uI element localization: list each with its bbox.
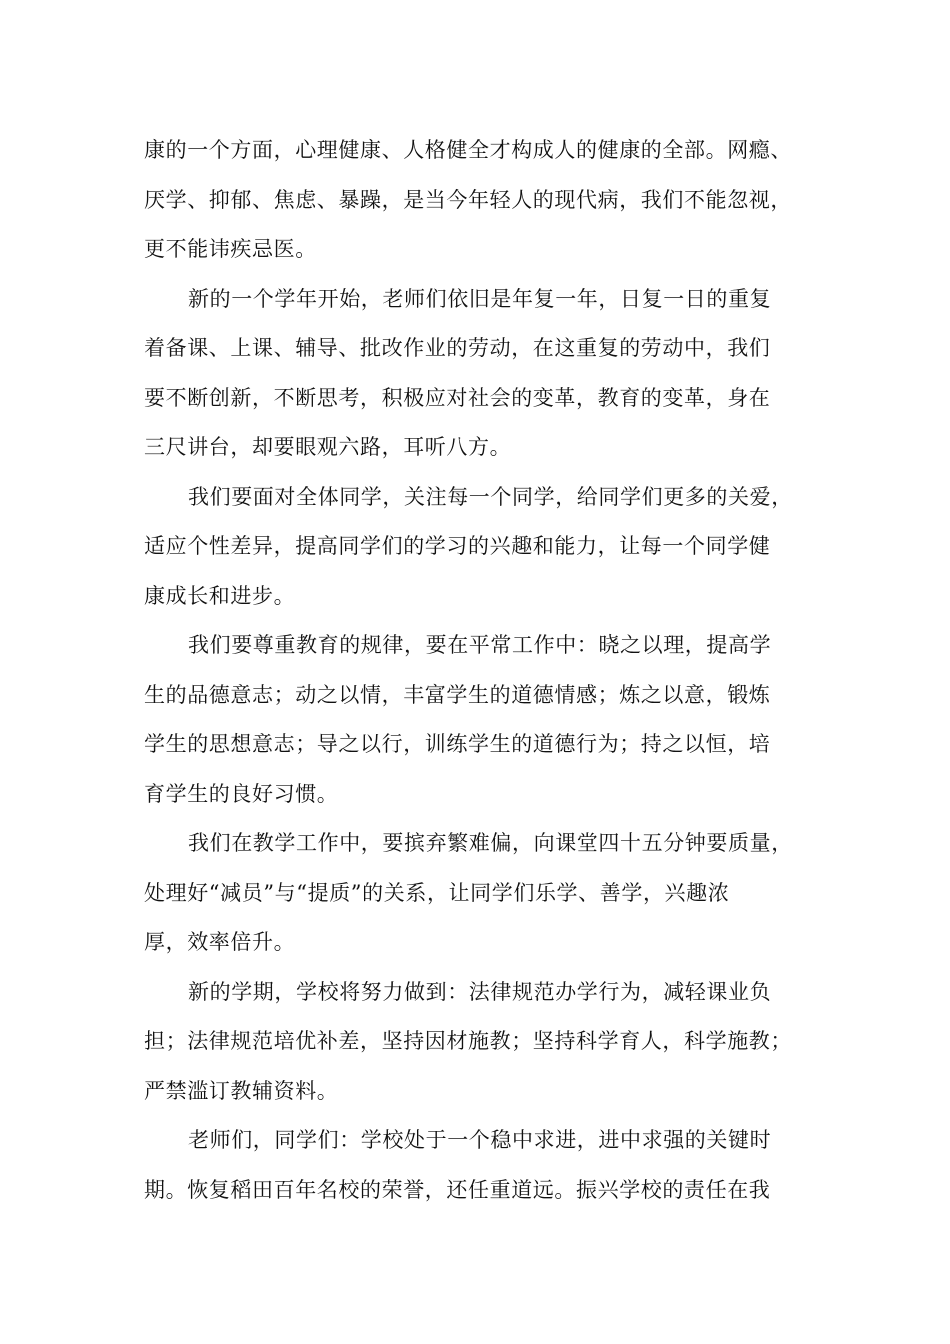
- text-line: 厌学、抑郁、焦虑、暴躁，是当今年轻人的现代病，我们不能忽视，: [144, 187, 792, 212]
- paragraph: [144, 621, 814, 819]
- text-line: 我们要面对全体同学，关注每一个同学，给同学们更多的关爱，: [188, 484, 793, 509]
- paragraph: [144, 473, 814, 622]
- paragraph: [144, 819, 814, 968]
- text-line: 适应个性差异，提高同学们的学习的兴趣和能力，让每一个同学健: [144, 534, 771, 558]
- text-line: 要不断创新，不断思考，积极应对社会的变革，教育的变革，身在: [144, 385, 771, 410]
- text-line: 育学生的良好习惯。: [144, 781, 339, 806]
- text-line: 处理好“减员”与“提质”的关系，让同学们乐学、善学，兴趣浓: [144, 880, 730, 905]
- text-line: 厚，效率倍升。: [144, 930, 296, 954]
- text-line: 严禁滥订教辅资料。: [144, 1078, 339, 1103]
- text-line: 三尺讲台，却要眼观六路，耳听八方。: [144, 435, 512, 459]
- paragraph: [144, 275, 814, 473]
- text-line: 期。恢复稻田百年名校的荣誉，还任重道远。振兴学校的责任在我: [144, 1177, 771, 1202]
- text-line: 着备课、上课、辅导、批改作业的劳动，在这重复的劳动中，我们: [144, 336, 771, 360]
- text-line: 生的品德意志；动之以情，丰富学生的道德情感；炼之以意，锻炼: [144, 682, 771, 707]
- paragraph: [144, 968, 814, 1117]
- text-line: 老师们，同学们：学校处于一个稳中求进，进中求强的关键时: [188, 1128, 772, 1152]
- text-line: 新的学期，学校将努力做到：法律规范办学行为，减轻课业负: [188, 979, 772, 1004]
- text-line: 康成长和进步。: [144, 583, 296, 608]
- paragraph-continued: [144, 126, 814, 275]
- text-line: 新的一个学年开始，老师们依旧是年复一年，日复一日的重复: [188, 286, 772, 311]
- document-body: [144, 126, 814, 1215]
- text-line: 康的一个方面，心理健康、人格健全才构成人的健康的全部。网瘾、: [144, 138, 792, 162]
- text-line: 我们在教学工作中，要摈弃繁难偏，向课堂四十五分钟要质量，: [188, 831, 793, 855]
- text-line: 更不能讳疾忌医。: [144, 237, 317, 261]
- text-line: 我们要尊重教育的规律，要在平常工作中：晓之以理，提高学: [188, 633, 772, 657]
- paragraph: [144, 1116, 814, 1215]
- text-line: 学生的思想意志；导之以行，训练学生的道德行为；持之以恒，培: [144, 732, 771, 756]
- text-line: 担；法律规范培优补差，坚持因材施教；坚持科学育人，科学施教；: [144, 1029, 792, 1053]
